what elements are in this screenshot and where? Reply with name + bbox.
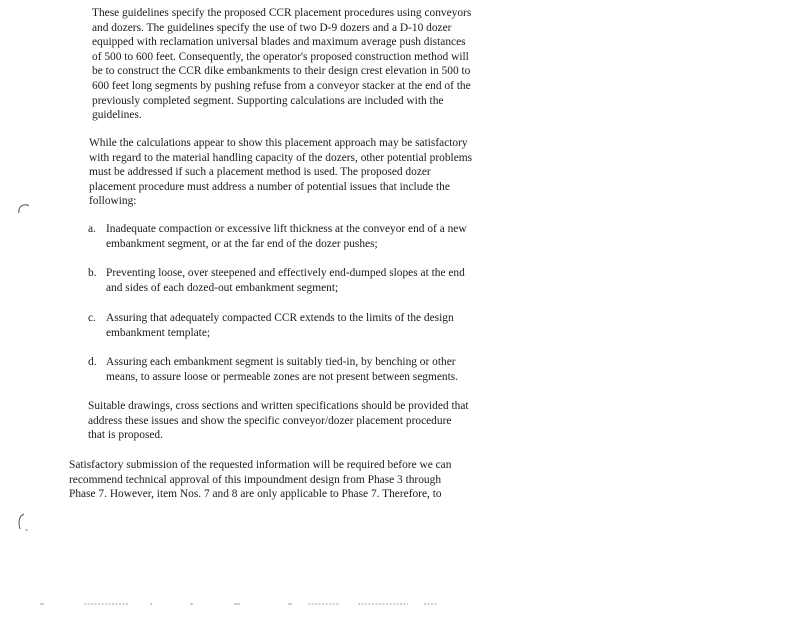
text-line: embankment template;	[106, 326, 211, 339]
text-line: previously completed segment. Supporting calculations are included with the	[92, 94, 444, 107]
text-line: 600 feet long segments by pushing refuse from a conveyor stacker at the end of the	[92, 79, 471, 92]
text-line: These guidelines specify the proposed CCR placement procedures using conveyors	[92, 7, 472, 19]
punch-hole-mark	[16, 203, 30, 217]
text-line: of 500 to 600 feet. Consequently, the operator's proposed construction method will	[92, 50, 469, 63]
text-line: and sides of each dozed-out embankment segment;	[106, 281, 339, 294]
text-line: and dozers. The guidelines specify the use of two D-9 dozers and a D-10 dozer	[92, 21, 452, 34]
paragraph-calculations	[89, 136, 472, 209]
text-line: guidelines.	[92, 109, 142, 122]
paragraph-drawings	[88, 399, 469, 443]
list-marker: a.	[88, 223, 96, 235]
text-line: Inadequate compaction or excessive lift thickness at the conveyor end of a new	[106, 223, 467, 235]
list-marker: c.	[88, 312, 96, 324]
scan-noise-line	[0, 598, 800, 610]
text-line: placement procedure must address a number of potential issues that include the	[89, 180, 450, 193]
text-line: Assuring each embankment segment is suitably tied-in, by benching or other	[106, 356, 456, 368]
text-line: Suitable drawings, cross sections and written specifications should be provided that	[88, 400, 469, 412]
text-line: embankment segment, or at the far end of the dozer pushes;	[106, 237, 378, 250]
list-marker: d.	[88, 356, 97, 368]
text-line: address these issues and show the specific conveyor/dozer placement procedure	[88, 414, 452, 427]
text-line: While the calculations appear to show this placement approach may be satisfactory	[89, 137, 468, 149]
text-line: Preventing loose, over steepened and effectively end-dumped slopes at the end	[106, 267, 465, 279]
text-line: equipped with reclamation universal blades and maximum average push distances	[92, 36, 466, 49]
list-marker: b.	[88, 267, 97, 279]
text-line: Assuring that adequately compacted CCR extends to the limits of the design	[106, 312, 454, 324]
text-line: that is proposed.	[88, 429, 163, 442]
text-line: be to construct the CCR dike embankments to their design crest elevation in 500 to	[92, 65, 471, 78]
punch-hole-mark	[16, 512, 30, 532]
text-line: means, to assure loose or permeable zones are not present between segments.	[106, 370, 459, 383]
text-line: must be addressed if such a placement method is used. The proposed dozer	[89, 166, 431, 179]
text-line: Phase 7. However, item Nos. 7 and 8 are only applicable to Phase 7. Therefore, to	[69, 488, 442, 501]
text-line: following:	[89, 195, 137, 208]
paragraph-placement-guidelines	[92, 6, 471, 123]
text-line: with regard to the material handling capacity of the dozers, other potential problems	[89, 151, 473, 164]
paragraph-submission	[69, 458, 451, 502]
text-line: Satisfactory submission of the requested information will be required before we can	[69, 459, 452, 471]
text-line: recommend technical approval of this impoundment design from Phase 3 through	[69, 473, 442, 486]
